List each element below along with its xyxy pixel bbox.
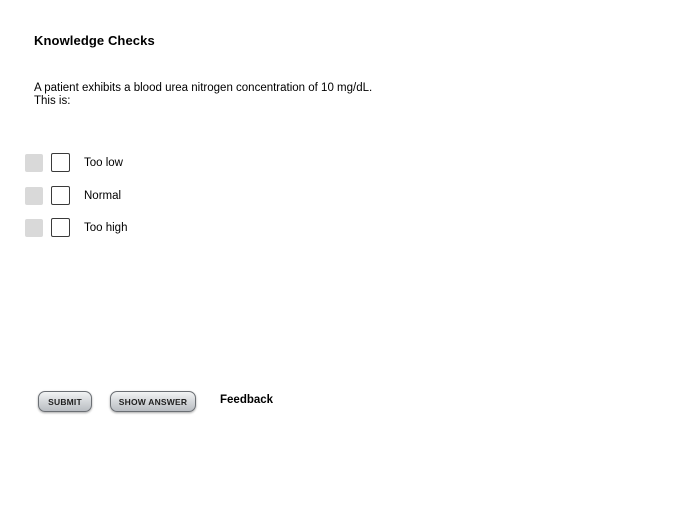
- option-checkbox-too-high[interactable]: [51, 218, 70, 237]
- question-line-2: This is:: [34, 95, 71, 107]
- feedback-label: Feedback: [220, 394, 274, 406]
- option-label: Too low: [84, 156, 123, 169]
- show-answer-button[interactable]: SHOW ANSWER: [110, 391, 196, 412]
- option-checkbox-normal[interactable]: [51, 186, 70, 205]
- question-line-1: A patient exhibits a blood urea nitrogen concentration of 10 mg/dL.: [34, 82, 373, 94]
- option-label: Normal: [84, 189, 122, 202]
- option-marker: [25, 154, 43, 172]
- option-checkbox-too-low[interactable]: [51, 153, 70, 172]
- page-title: Knowledge Checks: [34, 33, 155, 48]
- option-too-low[interactable]: [25, 152, 123, 173]
- option-too-high[interactable]: [25, 217, 127, 238]
- question-text: [34, 82, 454, 108]
- submit-button[interactable]: SUBMIT: [38, 391, 92, 412]
- option-normal[interactable]: [25, 185, 121, 206]
- option-marker: [25, 187, 43, 205]
- option-label: Too high: [84, 221, 128, 234]
- option-marker: [25, 219, 43, 237]
